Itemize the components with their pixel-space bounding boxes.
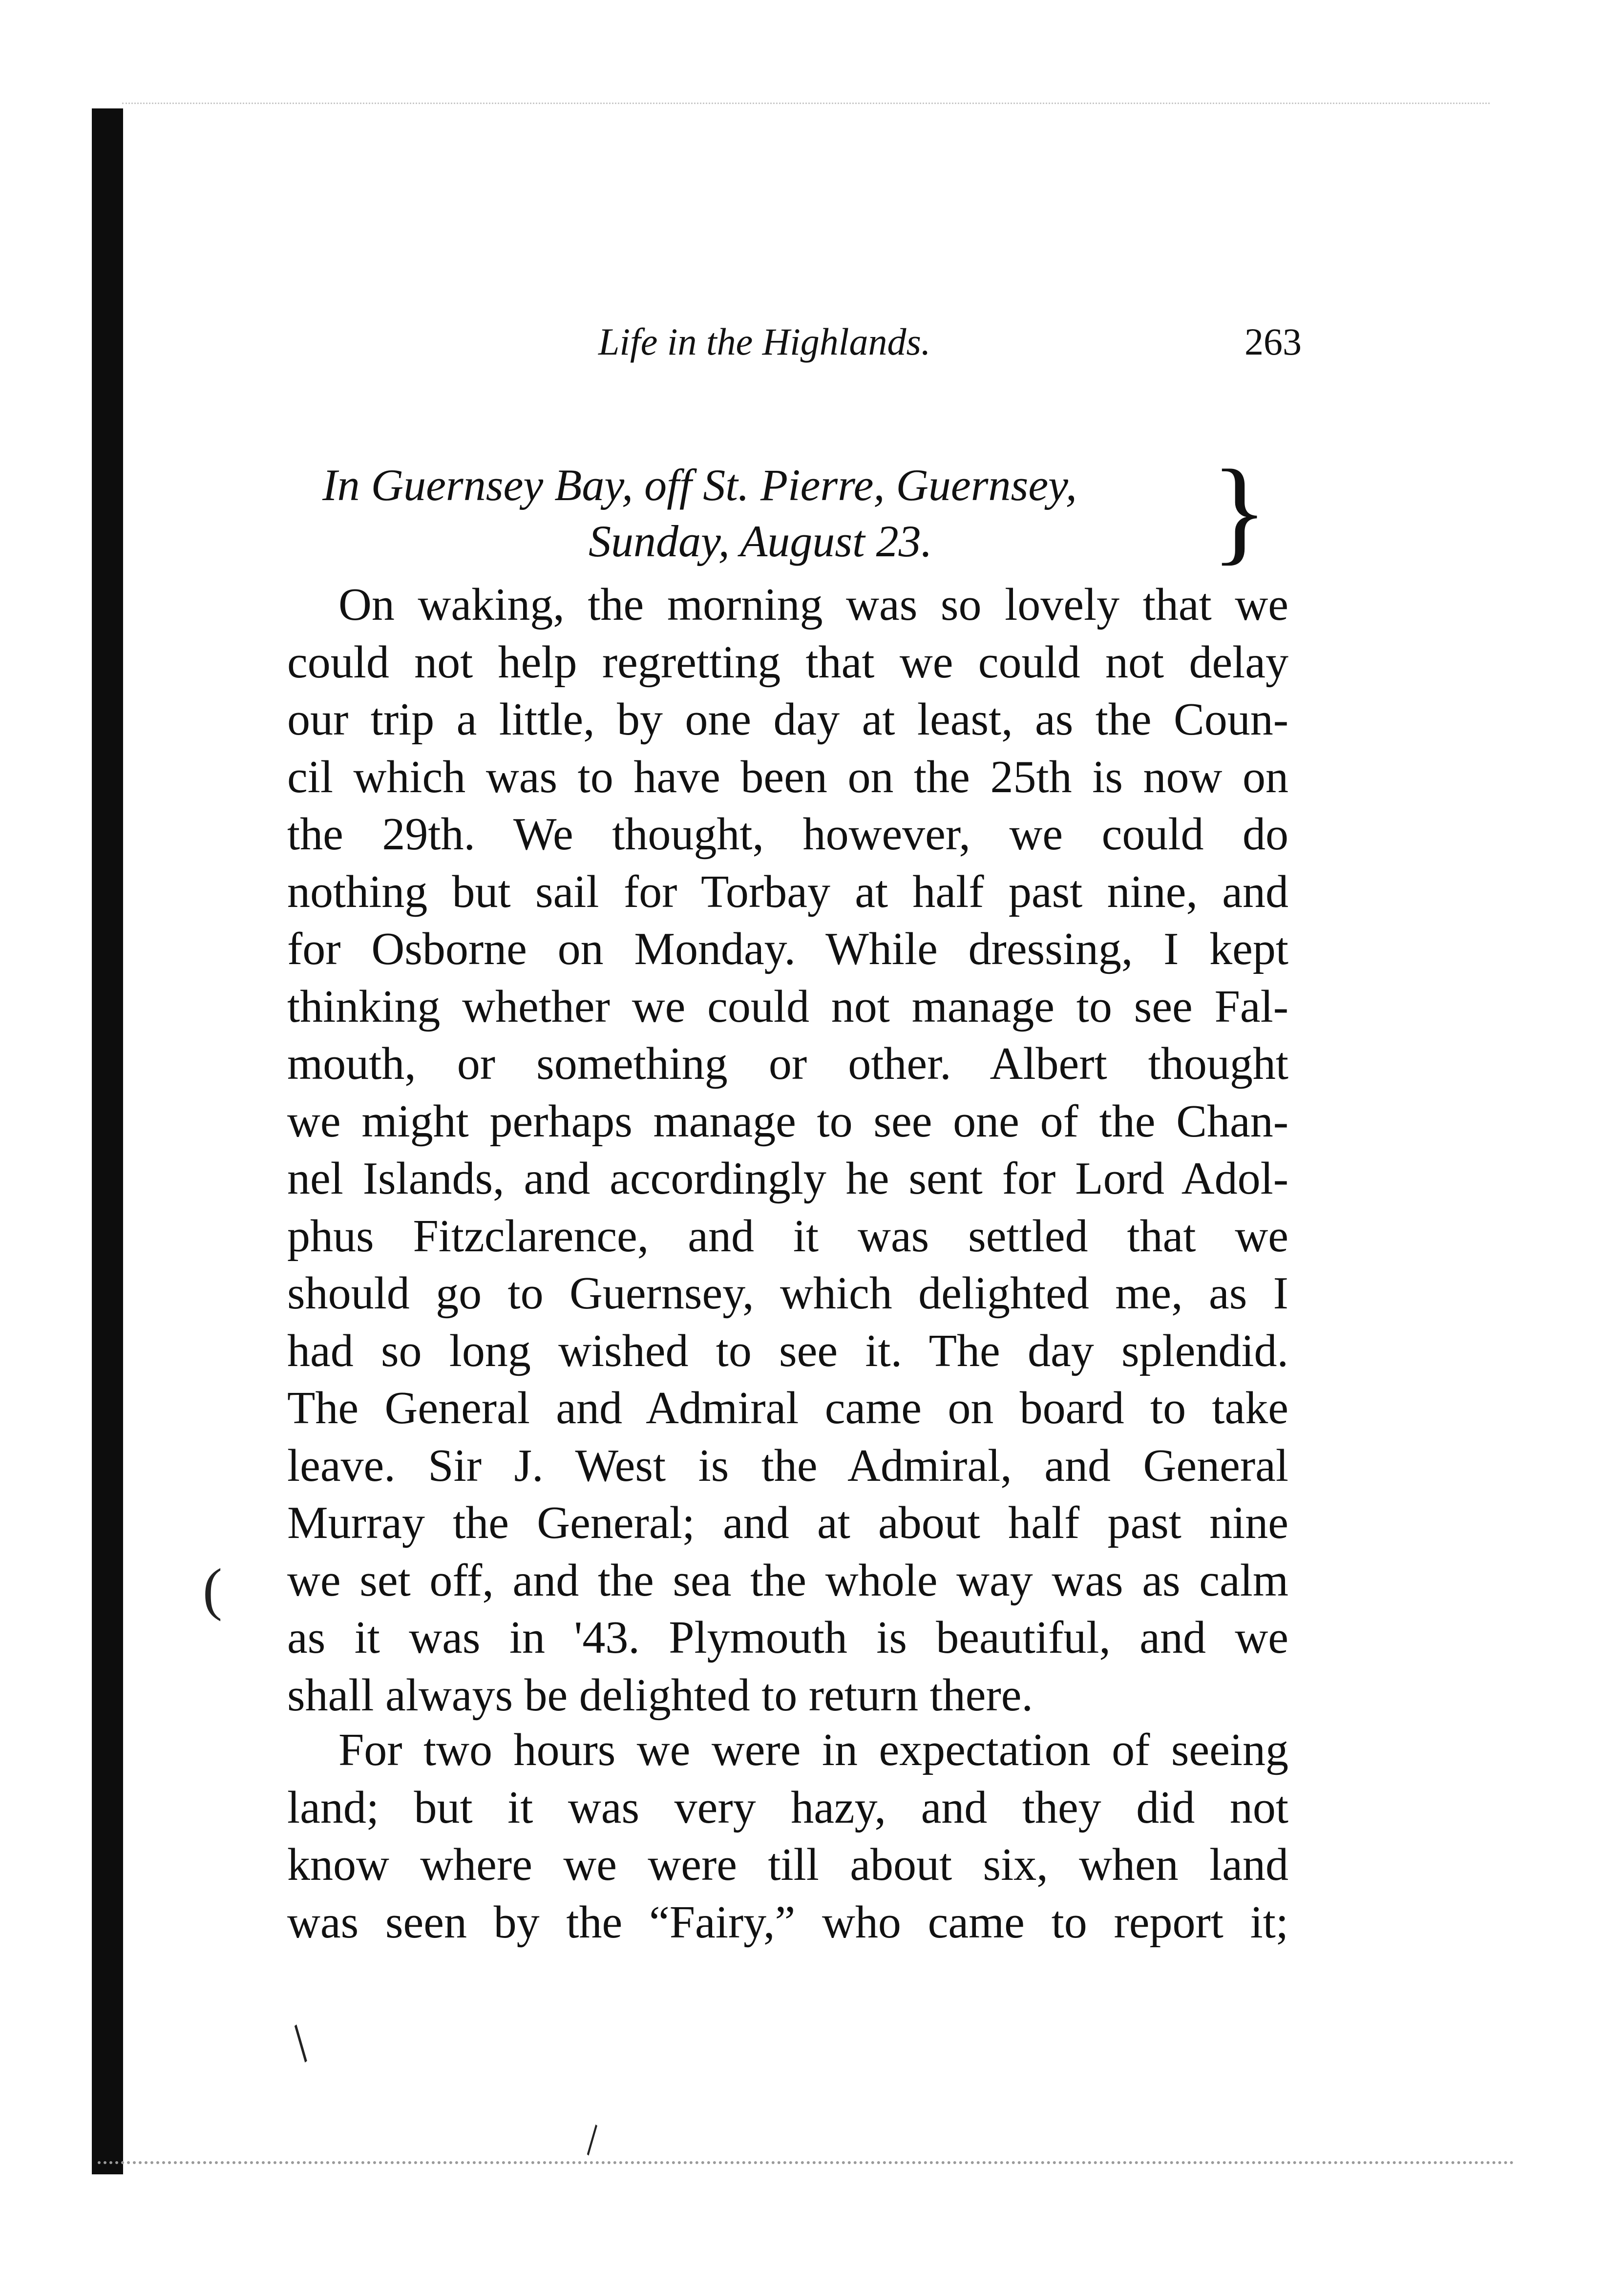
text-line: nel Islands, and accordingly he sent for Lord Adol- [287,1153,1288,1204]
text-line: Murray the General; and at about half past nine [287,1497,1288,1548]
text-line: land; but it was very hazy, and they did not [287,1782,1288,1833]
text-line: could not help regretting that we could not delay [287,636,1288,688]
running-title: Life in the Highlands. [598,320,931,363]
text-line: as it was in '43. Plymouth is beautiful, and we [287,1612,1288,1663]
text-line: On waking, the morning was so lovely that we [338,579,1288,630]
text-line: was seen by the “Fairy,” who came to report it; [287,1896,1288,1948]
text-line: we might perhaps manage to see one of the Chan- [287,1095,1288,1147]
running-header [586,320,1309,379]
text-line: cil which was to have been on the 25th is now on [287,751,1288,802]
text-line: the 29th. We thought, however, we could do [287,809,1288,860]
page-number: 263 [1244,320,1302,363]
paragraph-2 [287,1722,1288,1951]
text-line: know where we were till about six, when land [287,1839,1288,1890]
margin-tick-mark: / [277,2014,324,2072]
text-line: we set off, and the sea the whole way was as calm [287,1555,1288,1606]
dateline-place: In Guernsey Bay, off St. Pierre, Guernsey, [322,460,1077,510]
binding-shadow [92,108,123,2174]
text-line: For two hours we were in expectation of seeing [338,1725,1288,1775]
dateline-date: Sunday, August 23. [589,516,932,566]
text-line: should go to Guernsey, which delighted me, as I [287,1268,1288,1319]
text-line: leave. Sir J. West is the Admiral, and General [287,1440,1288,1491]
text-line: thinking whether we could not manage to see Fal- [287,981,1288,1032]
text-line: shall always be delighted to return there. [287,1669,1033,1721]
text-line: phus Fitzclarence, and it was settled that we [287,1210,1288,1262]
text-line: nothing but sail for Torbay at half past nine, and [287,866,1288,917]
scan-speckle-top [122,103,1490,106]
paragraph-1 [287,576,1288,1724]
text-line: our trip a little, by one day at least, as the Coun- [287,694,1288,745]
scan-speckle-bottom [98,2161,1514,2167]
dateline [313,445,1268,576]
margin-bracket-mark: ( [203,1557,222,1621]
text-line: had so long wished to see it. The day splendid. [287,1325,1288,1376]
text-line: for Osborne on Monday. While dressing, I kept [287,924,1288,974]
text-line: mouth, or something or other. Albert thought [287,1038,1288,1089]
dateline-brace: } [1211,445,1268,575]
margin-dash-mark: \ [573,2116,612,2164]
text-line: The General and Admiral came on board to take [287,1383,1288,1433]
